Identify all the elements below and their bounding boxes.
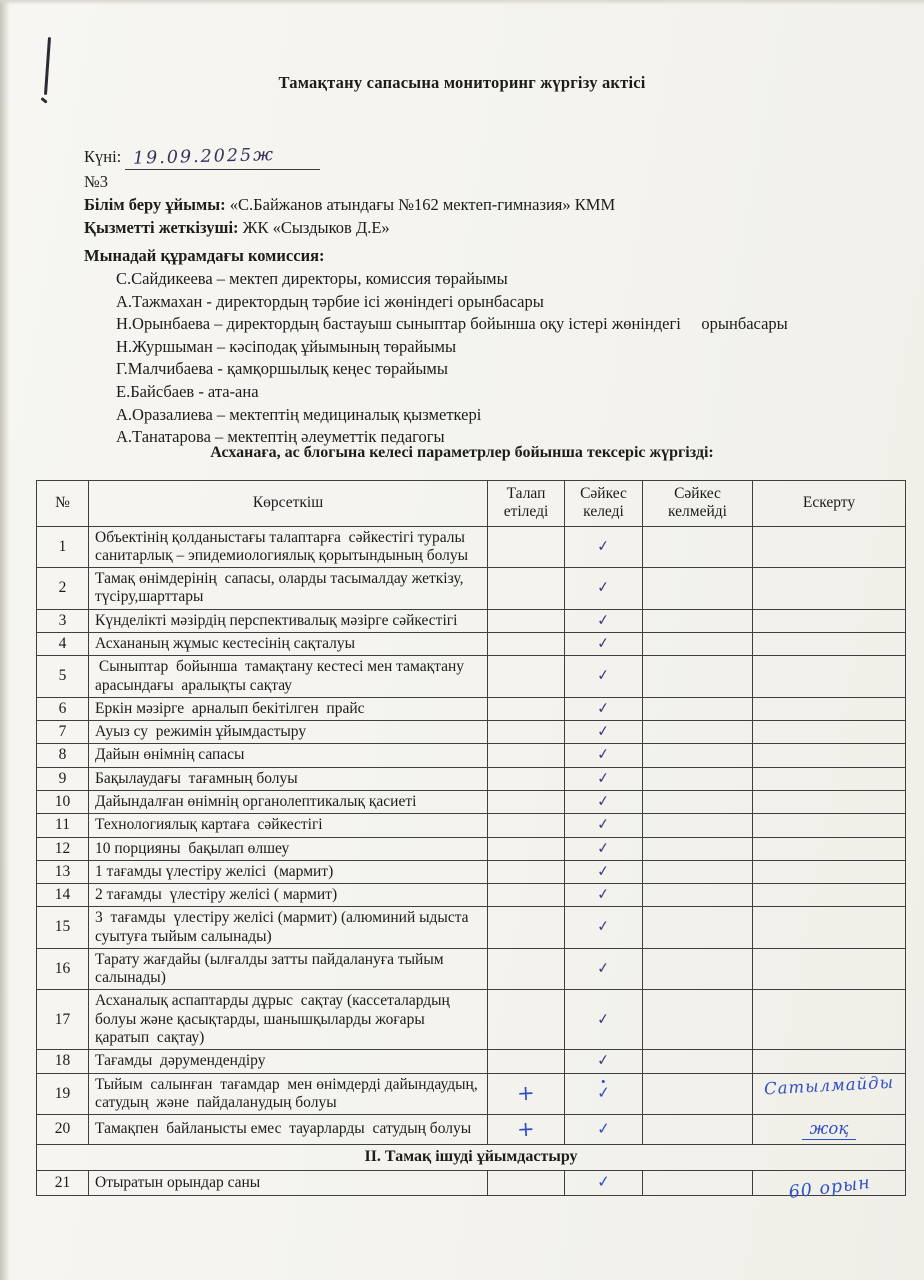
complies-cell xyxy=(565,744,643,767)
note-cell xyxy=(753,907,906,949)
not-complies-cell xyxy=(643,721,753,744)
handwritten-checkmark: ✓ xyxy=(596,536,611,556)
table-row xyxy=(37,721,906,744)
not-complies-cell xyxy=(643,990,753,1050)
required-mark-cell xyxy=(488,884,565,907)
not-complies-cell xyxy=(643,632,753,655)
act-number: №3 xyxy=(84,172,108,191)
required-mark-cell xyxy=(488,790,565,813)
note-cell xyxy=(753,837,906,860)
not-complies-cell xyxy=(643,814,753,837)
note-cell xyxy=(753,814,906,837)
complies-cell xyxy=(565,990,643,1050)
note-cell xyxy=(753,884,906,907)
column-header: Сәйкес келмейді xyxy=(643,481,753,527)
table-row xyxy=(37,697,906,720)
note-cell xyxy=(753,632,906,655)
handwritten-checkmark: ✓ xyxy=(596,577,611,597)
commission-member: Г.Малчибаева - қамқоршылық кеңес төрайымы xyxy=(116,359,448,379)
handwritten-note: жоқ xyxy=(802,1119,857,1140)
document-title: Тамақтану сапасына мониторинг жүргізу актісі xyxy=(278,73,646,92)
column-header: Сәйкес келеді xyxy=(565,481,643,527)
row-number: 19 xyxy=(37,1073,89,1115)
indicator-text: Ауыз су режимін ұйымдастыру xyxy=(89,721,488,744)
table-row xyxy=(37,814,906,837)
inspection-table-wrap xyxy=(36,480,905,1203)
handwritten-checkmark: ✓ xyxy=(596,633,611,653)
not-complies-cell xyxy=(643,907,753,949)
inspection-table-body xyxy=(37,526,906,1203)
column-header: Талап етіледі xyxy=(488,481,565,527)
indicator-text: 1 тағамды үлестіру желісі (мармит) xyxy=(89,860,488,883)
complies-cell xyxy=(565,814,643,837)
handwritten-checkmark: ✓ xyxy=(596,1009,611,1029)
table-row xyxy=(37,884,906,907)
required-mark-cell xyxy=(488,948,565,990)
provider-line xyxy=(84,216,615,239)
not-complies-cell xyxy=(643,609,753,632)
row-number: 20 xyxy=(37,1115,89,1145)
required-mark-cell xyxy=(488,837,565,860)
inspection-table xyxy=(36,480,906,1203)
required-mark-cell xyxy=(488,609,565,632)
required-mark-cell xyxy=(488,526,565,568)
row-number: 9 xyxy=(37,767,89,790)
note-cell xyxy=(753,860,906,883)
table-row xyxy=(37,744,906,767)
complies-cell xyxy=(565,697,643,720)
note-cell xyxy=(753,948,906,990)
complies-cell xyxy=(565,767,643,790)
handwritten-note: Сатылмайды xyxy=(763,1072,895,1098)
note-cell xyxy=(753,1115,906,1145)
table-row xyxy=(37,790,906,813)
complies-cell xyxy=(565,526,643,568)
not-complies-cell xyxy=(643,948,753,990)
row-number: 7 xyxy=(37,721,89,744)
required-mark-cell xyxy=(488,632,565,655)
indicator-text: Сыныптар бойынша тамақтану кестесі мен тамақтану арасындағы аралықты сақтау xyxy=(89,656,488,698)
handwritten-checkmark: ✓ xyxy=(595,1118,612,1139)
not-complies-cell xyxy=(643,1115,753,1145)
note-cell xyxy=(753,609,906,632)
row-number: 5 xyxy=(37,656,89,698)
note-cell xyxy=(753,697,906,720)
not-complies-cell xyxy=(643,790,753,813)
note-cell xyxy=(753,568,906,610)
indicator-text: Асханалық аспаптарды дұрыс сақтау (кассеталардың болуы және қасықтарды, шанышқыларды жоғары қаратып сақтау) xyxy=(89,990,488,1050)
row-number: 15 xyxy=(37,907,89,949)
table-row xyxy=(37,1115,906,1145)
complies-cell xyxy=(565,907,643,949)
row-number: 12 xyxy=(37,837,89,860)
handwritten-checkmark: ✓ xyxy=(596,884,611,904)
table-row xyxy=(37,526,906,568)
not-complies-cell xyxy=(643,1170,753,1196)
column-header: Ескерту xyxy=(753,481,906,527)
required-mark-cell xyxy=(488,721,565,744)
note-cell xyxy=(753,721,906,744)
table-row xyxy=(37,1073,906,1115)
required-mark-cell xyxy=(488,1170,565,1196)
not-complies-cell xyxy=(643,1050,753,1073)
handwritten-checkmark: ✓ xyxy=(596,768,611,788)
table-row xyxy=(37,767,906,790)
handwritten-checkmark: ✓ xyxy=(596,958,611,978)
table-caption: Асханаға, ас блогына келесі параметрлер бойынша тексеріс жүргізді: xyxy=(210,444,714,461)
org-line xyxy=(84,193,615,216)
row-number: 4 xyxy=(37,632,89,655)
indicator-text: Тамақ өнімдерінің сапасы, оларды тасымалдау жеткізу, түсіру,шарттары xyxy=(89,568,488,610)
complies-cell xyxy=(565,721,643,744)
indicator-text: Технологиялық картаға сәйкестігі xyxy=(89,814,488,837)
provider-label: Қызметті жеткізуші: xyxy=(84,218,239,237)
table-row xyxy=(37,632,906,655)
handwritten-note: 60 орын xyxy=(787,1172,872,1203)
handwritten-checkmark: ✓ xyxy=(596,610,611,630)
date-underline xyxy=(125,145,320,170)
row-number: 8 xyxy=(37,744,89,767)
required-mark-cell xyxy=(488,656,565,698)
date-handwritten-value: 19.09.2025ж xyxy=(133,145,276,169)
scan-edge-shadow-left xyxy=(0,0,10,1280)
indicator-text: 3 тағамды үлестіру желісі (мармит) (алюминий ыдыста суытуға тыйым салынады) xyxy=(89,907,488,949)
complies-cell xyxy=(565,568,643,610)
commission-member: А.Тажмахан - директордың тәрбие ісі жөніндегі орынбасары xyxy=(116,291,544,311)
handwritten-checkmark: ✓ xyxy=(596,791,611,811)
complies-cell xyxy=(565,1073,643,1115)
note-cell xyxy=(753,767,906,790)
handwritten-plus-mark: + xyxy=(516,1081,536,1106)
handwritten-checkmark: ✓ xyxy=(595,1082,612,1103)
table-row xyxy=(37,990,906,1050)
required-mark-cell xyxy=(488,990,565,1050)
required-mark-cell xyxy=(488,697,565,720)
complies-cell xyxy=(565,790,643,813)
not-complies-cell xyxy=(643,656,753,698)
handwritten-checkmark: ✓ xyxy=(596,916,611,937)
handwritten-checkmark: ✓ xyxy=(596,1050,611,1070)
handwritten-checkmark: ✓ xyxy=(595,1171,612,1193)
required-mark-cell xyxy=(488,860,565,883)
table-header-row xyxy=(37,481,906,527)
table-row xyxy=(37,837,906,860)
handwritten-checkmark: ✓ xyxy=(596,861,611,881)
row-number: 3 xyxy=(37,609,89,632)
indicator-text: Объектінің қолданыстағы талаптарға сәйкестігі туралы санитарлық – эпидемиологиялық қорытындының болуы xyxy=(89,526,488,568)
not-complies-cell xyxy=(643,767,753,790)
complies-cell xyxy=(565,656,643,698)
handwritten-checkmark: ✓ xyxy=(596,698,611,718)
scan-edge-shadow-top xyxy=(0,0,924,5)
note-cell xyxy=(753,1073,906,1115)
row-number: 13 xyxy=(37,860,89,883)
required-mark-cell xyxy=(488,907,565,949)
row-number: 14 xyxy=(37,884,89,907)
complies-cell xyxy=(565,1115,643,1145)
row-number: 16 xyxy=(37,948,89,990)
complies-cell xyxy=(565,632,643,655)
table-row xyxy=(37,568,906,610)
required-mark-cell xyxy=(488,1050,565,1073)
indicator-text: 10 порцияны бақылап өлшеу xyxy=(89,837,488,860)
indicator-text: Бақылаудағы тағамның болуы xyxy=(89,767,488,790)
not-complies-cell xyxy=(643,568,753,610)
table-row xyxy=(37,1170,906,1196)
handwritten-plus-mark: + xyxy=(516,1116,536,1142)
document-meta-block xyxy=(84,145,615,239)
section-row xyxy=(37,1144,906,1170)
column-header: № xyxy=(37,481,89,527)
indicator-text: Тамақпен байланысты емес тауарларды сатудың болуы xyxy=(89,1115,488,1145)
column-header: Көрсеткіш xyxy=(89,481,488,527)
handwritten-checkmark: ✓ xyxy=(596,744,611,764)
indicator-text: Дайындалған өнімнің органолептикалық қасиеті xyxy=(89,790,488,813)
indicator-text: Тыйым салынған тағамдар мен өнімдерді дайындаудың, сатудың және пайдаланудың болуы xyxy=(89,1073,488,1115)
row-number: 11 xyxy=(37,814,89,837)
table-row xyxy=(37,1050,906,1073)
commission-member: Н.Орынбаева – директордың бастауыш сыныптар бойынша оқу істері жөніндегі орынбасары xyxy=(116,314,788,334)
commission-member: А.Танатарова – мектептің әлеуметтік педагогы xyxy=(116,427,445,447)
table-row xyxy=(37,609,906,632)
complies-cell xyxy=(565,1170,643,1196)
note-cell xyxy=(753,656,906,698)
indicator-text: Күнделікті мәзірдің перспективалық мәзірге сәйкестігі xyxy=(89,609,488,632)
table-row xyxy=(37,948,906,990)
complies-cell xyxy=(565,948,643,990)
not-complies-cell xyxy=(643,884,753,907)
commission-member: С.Сайдикеева – мектеп директоры, комиссия төрайымы xyxy=(116,269,508,288)
required-mark-cell xyxy=(488,1073,565,1115)
required-mark-cell xyxy=(488,1115,565,1145)
handwritten-checkmark: ✓ xyxy=(596,837,611,858)
required-mark-cell xyxy=(488,744,565,767)
row-number: 21 xyxy=(37,1170,89,1196)
required-mark-cell xyxy=(488,814,565,837)
not-complies-cell xyxy=(643,860,753,883)
not-complies-cell xyxy=(643,744,753,767)
row-number: 17 xyxy=(37,990,89,1050)
row-number: 18 xyxy=(37,1050,89,1073)
indicator-text: Тағамды дәрумендендіру xyxy=(89,1050,488,1073)
row-number: 6 xyxy=(37,697,89,720)
handwritten-checkmark: ✓ xyxy=(596,814,611,834)
complies-cell xyxy=(565,609,643,632)
note-cell xyxy=(753,526,906,568)
not-complies-cell xyxy=(643,526,753,568)
org-value: «С.Байжанов атындағы №162 мектеп-гимназия» КММ xyxy=(229,195,616,214)
indicator-text: Асхананың жұмыс кестесінің сақталуы xyxy=(89,632,488,655)
section-heading: ІІ. Тамақ ішуді ұйымдастыру xyxy=(37,1144,906,1170)
table-row xyxy=(37,907,906,949)
not-complies-cell xyxy=(643,1073,753,1115)
note-cell xyxy=(753,990,906,1050)
date-line xyxy=(84,145,615,170)
not-complies-cell xyxy=(643,697,753,720)
indicator-text: Еркін мәзірге арналып бекітілген прайс xyxy=(89,697,488,720)
indicator-text: Отыратын орындар саны xyxy=(89,1170,488,1196)
note-cell xyxy=(753,744,906,767)
complies-cell xyxy=(565,884,643,907)
commission-block xyxy=(84,246,788,449)
org-label: Білім беру ұйымы: xyxy=(84,195,226,214)
row-number: 10 xyxy=(37,790,89,813)
commission-member: Е.Байсбаев - ата-ана xyxy=(116,381,259,401)
commission-member: А.Оразалиева – мектептің медициналық қызметкері xyxy=(116,404,482,424)
handwritten-checkmark: ✓ xyxy=(596,721,611,741)
complies-cell xyxy=(565,837,643,860)
note-cell xyxy=(753,1170,906,1203)
commission-list xyxy=(84,268,788,449)
table-row xyxy=(37,656,906,698)
date-label: Күні: xyxy=(84,147,122,166)
indicator-text: Тарату жағдайы (ылғалды затты пайдалануға тыйым салынады) xyxy=(89,948,488,990)
required-mark-cell xyxy=(488,568,565,610)
not-complies-cell xyxy=(643,837,753,860)
row-number: 2 xyxy=(37,568,89,610)
commission-member: Н.Журшыман – кәсіподақ ұйымының төрайымы xyxy=(116,336,457,356)
table-row xyxy=(37,860,906,883)
provider-value: ЖК «Сыздыков Д.Е» xyxy=(242,218,390,237)
row-number: 1 xyxy=(37,526,89,568)
indicator-text: 2 тағамды үлестіру желісі ( мармит) xyxy=(89,884,488,907)
complies-cell xyxy=(565,1050,643,1073)
handwritten-checkmark: ✓ xyxy=(596,665,611,686)
note-cell xyxy=(753,1050,906,1073)
commission-heading: Мынадай құрамдағы комиссия: xyxy=(84,246,325,265)
complies-cell xyxy=(565,860,643,883)
indicator-text: Дайын өнімнің сапасы xyxy=(89,744,488,767)
required-mark-cell xyxy=(488,767,565,790)
note-cell xyxy=(753,790,906,813)
